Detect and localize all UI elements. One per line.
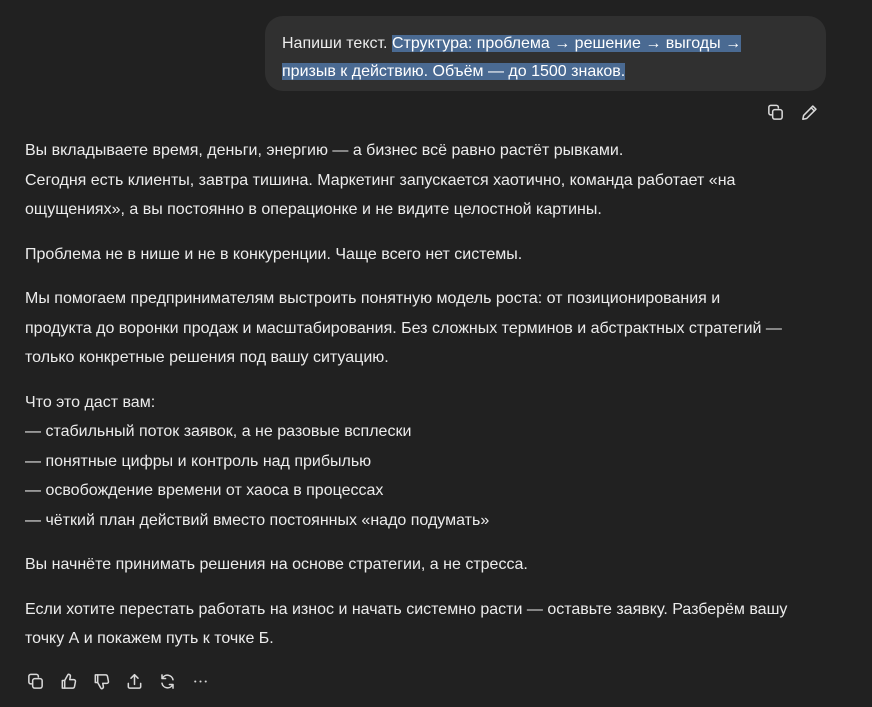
assistant-text-line: Сегодня есть клиенты, завтра тишина. Маркетинг запускается хаотично, команда работает «на bbox=[25, 171, 736, 189]
assistant-paragraph bbox=[25, 240, 825, 270]
share-icon[interactable] bbox=[123, 670, 145, 692]
assistant-text-line: ощущениях», а вы постоянно в операционке и не видите целостной картины. bbox=[25, 201, 602, 218]
user-message-actions bbox=[764, 101, 820, 123]
assistant-paragraph bbox=[25, 284, 825, 373]
benefit-list-item: — понятные цифры и контроль над прибылью bbox=[25, 452, 372, 470]
assistant-text-line: продукта до воронки продаж и масштабирования. Без сложных терминов и абстрактных стратегий — bbox=[25, 319, 782, 337]
thumbs-up-icon[interactable] bbox=[57, 670, 79, 692]
pencil-icon[interactable] bbox=[798, 101, 820, 123]
more-icon[interactable] bbox=[189, 670, 211, 692]
user-message-selected-text-1: Структура: проблема → решение → выгоды → bbox=[391, 35, 742, 52]
copy-icon[interactable] bbox=[764, 101, 786, 123]
thumbs-down-icon[interactable] bbox=[90, 670, 112, 692]
user-message-bubble bbox=[265, 16, 826, 91]
assistant-text-line: Что это даст вам: bbox=[25, 393, 156, 411]
assistant-text-line: Если хотите перестать работать на износ и начать системно расти — оставьте заявку. Разберём вашу bbox=[25, 600, 788, 618]
assistant-paragraph bbox=[25, 595, 825, 654]
benefit-list-item: — освобождение времени от хаоса в процессах bbox=[25, 482, 384, 499]
assistant-paragraph bbox=[25, 388, 825, 536]
assistant-paragraph bbox=[25, 550, 825, 580]
assistant-text-line: Вы вкладываете время, деньги, энергию — а бизнес всё равно растёт рывками. bbox=[25, 142, 624, 159]
regenerate-icon[interactable] bbox=[156, 670, 178, 692]
assistant-paragraph bbox=[25, 136, 825, 225]
assistant-message bbox=[25, 136, 825, 669]
assistant-text-line: Проблема не в нише и не в конкуренции. Чаще всего нет системы. bbox=[25, 245, 523, 263]
assistant-text-line: только конкретные решения под вашу ситуацию. bbox=[25, 349, 389, 366]
copy-icon[interactable] bbox=[24, 670, 46, 692]
benefit-list-item: — стабильный поток заявок, а не разовые всплески bbox=[25, 423, 412, 440]
assistant-text-line: Мы помогаем предпринимателям выстроить понятную модель роста: от позиционирования и bbox=[25, 290, 721, 307]
assistant-text-line: точку А и покажем путь к точке Б. bbox=[25, 630, 274, 647]
benefit-list-item: — чёткий план действий вместо постоянных «надо подумать» bbox=[25, 511, 490, 529]
user-message-selected-text-2: призыв к действию. Объём — до 1500 знаков. bbox=[282, 63, 626, 80]
assistant-text-line: Вы начнёте принимать решения на основе стратегии, а не стресса. bbox=[25, 556, 528, 573]
response-actions bbox=[24, 670, 211, 692]
user-message-text: Напиши текст. bbox=[282, 35, 392, 52]
